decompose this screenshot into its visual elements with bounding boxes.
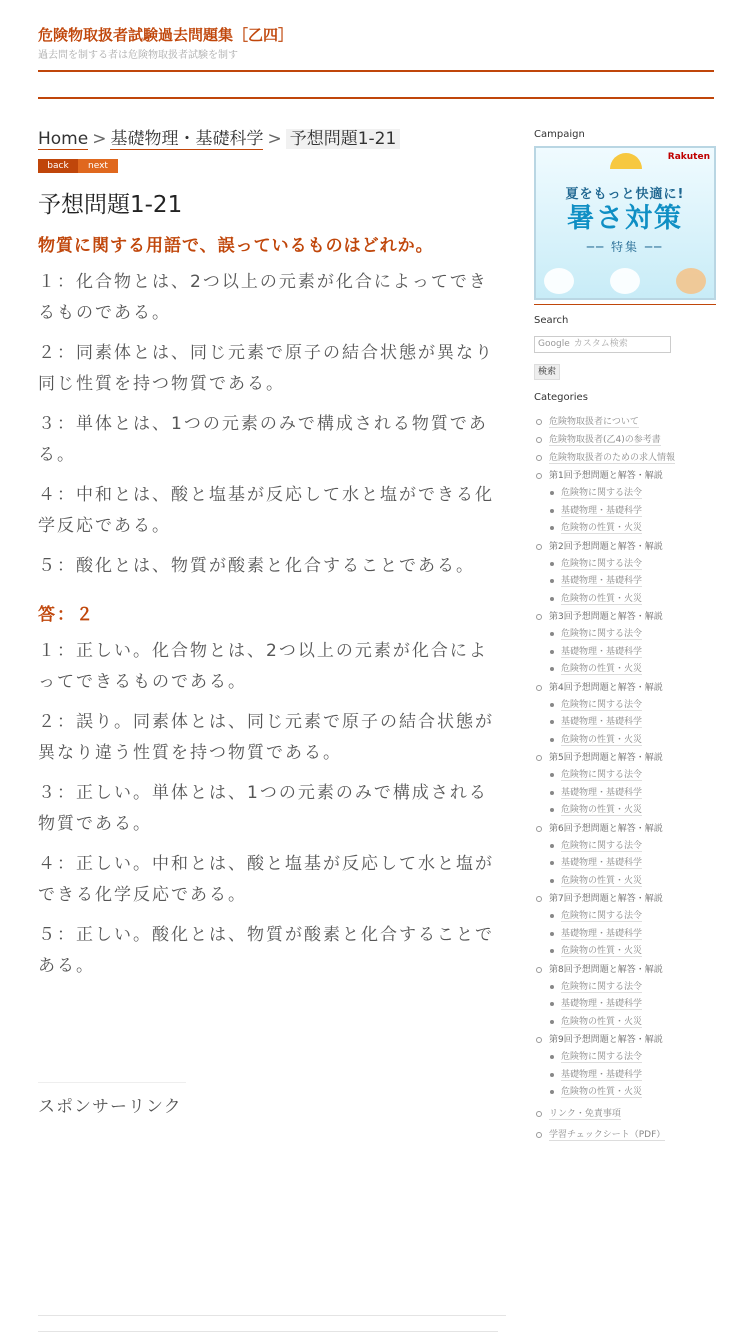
header-divider-top (38, 70, 714, 72)
category-item (534, 1126, 716, 1144)
sidebar (534, 128, 716, 1144)
subcategory-link[interactable]: 危険物に関する法令 (561, 558, 643, 569)
subcategory-link[interactable]: 基礎物理・基礎科学 (561, 717, 643, 727)
category-group-label: 第3回予想問題と解答・解説 (549, 612, 663, 622)
category-list (534, 413, 716, 1144)
answer-heading: 答：２ (38, 605, 95, 625)
breadcrumb (38, 126, 498, 152)
category-group (534, 890, 716, 961)
subcategory-link[interactable]: 基礎物理・基礎科学 (561, 646, 643, 657)
category-group-label: 第8回予想問題と解答・解説 (549, 964, 663, 975)
category-group (534, 749, 716, 820)
category-group-label: 第5回予想問題と解答・解説 (549, 753, 663, 763)
google-logo: Google (538, 339, 570, 349)
footer-divider (38, 1315, 506, 1316)
option-item: １：化合物とは、2つ以上の元素が化合によってできるものである。 (38, 272, 488, 323)
category-group-label: 第9回予想問題と解答・解説 (549, 1035, 663, 1045)
subcategory-link[interactable]: 危険物の性質・火災 (561, 805, 643, 815)
category-item (534, 431, 716, 449)
subcategory-link[interactable]: 危険物に関する法令 (561, 488, 643, 498)
category-group (534, 961, 716, 1032)
category-item (534, 1105, 716, 1123)
subcategory-link[interactable]: 危険物の性質・火災 (561, 1016, 643, 1027)
subcategory-link[interactable]: 危険物に関する法令 (561, 911, 643, 921)
category-group-label: 第2回予想問題と解答・解説 (549, 541, 663, 552)
question-text: 物質に関する用語で、誤っているものはどれか。 (38, 236, 434, 256)
header-divider-bottom (38, 97, 714, 99)
subcategory-link[interactable]: 危険物に関する法令 (561, 840, 643, 851)
subcategory-link[interactable]: 危険物の性質・火災 (561, 523, 643, 533)
rakuten-logo: Rakuten (667, 152, 710, 162)
option-list (38, 267, 498, 582)
category-group (534, 538, 716, 609)
category-group-label: 第6回予想問題と解答・解説 (549, 823, 663, 834)
category-group-label: 第7回予想問題と解答・解説 (549, 894, 663, 904)
breadcrumb-home-link[interactable]: Home (38, 129, 89, 149)
site-description: 過去問を制する者は危険物取扱者試験を制す (38, 50, 238, 61)
category-group (534, 820, 716, 891)
search-button[interactable]: 検索 (534, 364, 560, 380)
category-link[interactable]: 危険物取扱者について (549, 417, 639, 427)
banner-subline: ── 特集 ── (586, 240, 664, 254)
campaign-banner[interactable] (534, 146, 716, 300)
back-button[interactable]: back (38, 159, 78, 173)
dog-icon (676, 268, 706, 294)
subcategory-link[interactable]: 基礎物理・基礎科学 (561, 505, 643, 516)
sponsor-label: スポンサーリンク (38, 1097, 182, 1117)
subcategory-link[interactable]: 基礎物理・基礎科学 (561, 1069, 643, 1080)
subcategory-link[interactable]: 危険物に関する法令 (561, 981, 643, 992)
site-header (38, 24, 714, 62)
pillow-icon (544, 268, 574, 294)
banner-tagline: 夏をもっと快適に! (565, 187, 685, 202)
subcategory-link[interactable]: 基礎物理・基礎科学 (561, 858, 643, 868)
explanation-list (38, 636, 498, 982)
subcategory-link[interactable]: 基礎物理・基礎科学 (561, 999, 643, 1009)
option-item: ５：酸化とは、物質が酸素と化合することである。 (38, 556, 475, 576)
category-group (534, 1031, 716, 1102)
subcategory-link[interactable]: 基礎物理・基礎科学 (561, 576, 643, 586)
subcategory-link[interactable]: 危険物に関する法令 (561, 1052, 643, 1062)
sponsor-divider (38, 1082, 186, 1083)
categories-title: Categories (534, 392, 588, 403)
explanation-item: ２：誤り。同素体とは、同じ元素で原子の結合状態が異なり違う性質を持つ物質である。 (38, 712, 494, 763)
search-title: Search (534, 315, 569, 326)
category-link[interactable]: 危険物取扱者のための求人情報 (549, 453, 676, 463)
campaign-title: Campaign (534, 129, 585, 140)
category-link[interactable]: リンク・免責事項 (549, 1108, 621, 1119)
option-item: ２：同素体とは、同じ元素で原子の結合状態が異なり同じ性質を持つ物質である。 (38, 343, 494, 394)
category-link[interactable]: 学習チェックシート（PDF） (549, 1129, 666, 1140)
category-group (534, 679, 716, 750)
explanation-item: １：正しい。化合物とは、2つ以上の元素が化合によってできるものである。 (38, 641, 488, 692)
category-group (534, 467, 716, 538)
explanation-item: ３：正しい。単体とは、1つの元素のみで構成される物質である。 (38, 783, 488, 834)
category-link[interactable]: 危険物取扱者(乙4)の参考書 (549, 435, 661, 445)
main-content (38, 126, 498, 982)
subcategory-link[interactable]: 危険物の性質・火災 (561, 593, 643, 604)
subcategory-link[interactable]: 危険物の性質・火災 (561, 946, 643, 956)
subcategory-link[interactable]: 危険物に関する法令 (561, 770, 643, 780)
site-title-link[interactable]: 危険物取扱者試験過去問題集［乙四］ (38, 26, 294, 44)
subcategory-link[interactable]: 危険物の性質・火災 (561, 664, 643, 674)
breadcrumb-separator: > (267, 129, 282, 149)
category-group-label: 第4回予想問題と解答・解説 (549, 682, 663, 693)
bear-icon (610, 268, 640, 294)
banner-divider (534, 304, 716, 305)
category-item (534, 449, 716, 467)
next-button[interactable]: next (78, 159, 118, 173)
subcategory-link[interactable]: 基礎物理・基礎科学 (561, 928, 643, 939)
subcategory-link[interactable]: 危険物の性質・火災 (561, 875, 643, 886)
option-item: ４：中和とは、酸と塩基が反応して水と塩ができる化学反応である。 (38, 485, 494, 536)
banner-headline: 暑さ対策 (567, 203, 683, 234)
search-input[interactable] (534, 336, 671, 353)
explanation-item: ５：正しい。酸化とは、物質が酸素と化合することである。 (38, 925, 494, 976)
search-placeholder: カスタム検索 (573, 339, 628, 349)
subcategory-link[interactable]: 危険物に関する法令 (561, 699, 643, 710)
subcategory-link[interactable]: 基礎物理・基礎科学 (561, 787, 643, 798)
breadcrumb-separator: > (92, 129, 107, 149)
category-group-label: 第1回予想問題と解答・解説 (549, 471, 663, 481)
footer-divider (38, 1331, 498, 1332)
breadcrumb-category-link[interactable]: 基礎物理・基礎科学 (110, 129, 264, 149)
sun-icon (610, 153, 642, 169)
subcategory-link[interactable]: 危険物の性質・火災 (561, 734, 643, 745)
page-title: 予想問題1-21 (38, 192, 183, 218)
post-navigation (38, 159, 498, 173)
category-group (534, 608, 716, 679)
breadcrumb-current: 予想問題1-21 (286, 129, 401, 149)
subcategory-link[interactable]: 危険物に関する法令 (561, 629, 643, 639)
subcategory-link[interactable]: 危険物の性質・火災 (561, 1087, 643, 1097)
category-item (534, 413, 716, 431)
option-item: ３：単体とは、1つの元素のみで構成される物質である。 (38, 414, 488, 465)
explanation-item: ４：正しい。中和とは、酸と塩基が反応して水と塩ができる化学反応である。 (38, 854, 494, 905)
